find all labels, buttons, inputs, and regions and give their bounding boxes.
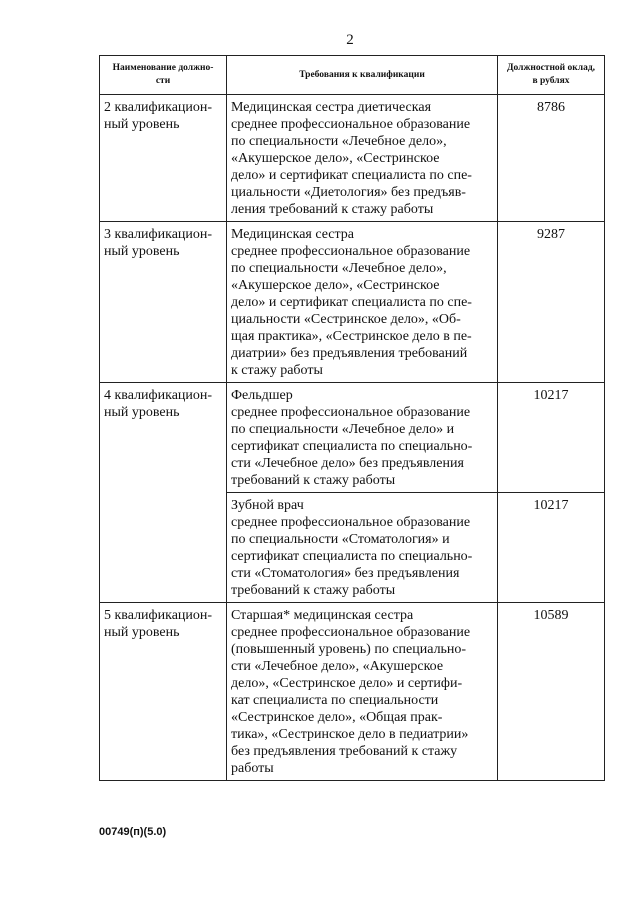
- requirements-cell: [227, 493, 498, 603]
- requirements-text: среднее профессиональное образование (повышенный уровень) по специально- сти «Лечебное дело», «Акушерское дело», «Сестринское дело» и сертифи- кат специалиста по специальности «Сестринское дело», «Общая прак- тика», «Сестринское дело в педиатрии» без предъявления требований к стажу работы: [231, 625, 471, 776]
- requirements-text: среднее профессиональное образование по специальности «Лечебное дело», «Акушерское дело», «Сестринское дело» и сертификат специалиста по спе- циальности «Сестринское дело», «Об- щая практика», «Сестринское дело в пе- диатрии» без предъявления требований к стажу работы: [231, 244, 472, 378]
- requirements-text: среднее профессиональное образование по специальности «Стоматология» и сертификат специалиста по специально- сти «Стоматология» без предъявления требований к стажу работы: [231, 515, 473, 598]
- page-number: 2: [346, 32, 354, 48]
- position-title: Медицинская сестра диетическая: [231, 100, 432, 115]
- requirements-cell: [227, 603, 498, 781]
- salary-value: 10217: [498, 493, 605, 603]
- position-title: Старшая* медицинская сестра: [231, 608, 414, 623]
- table-row: [100, 95, 605, 222]
- position-title: Медицинская сестра: [231, 227, 355, 242]
- header-position: Наименование должно- сти: [100, 56, 227, 95]
- qualification-level: 2 квалификацион- ный уровень: [100, 95, 227, 222]
- salary-value: 10589: [498, 603, 605, 781]
- requirements-cell: [227, 383, 498, 493]
- salary-value: 8786: [498, 95, 605, 222]
- qualification-table: [99, 55, 605, 781]
- qualification-level: 3 квалификацион- ный уровень: [100, 222, 227, 383]
- qualification-level: 4 квалификацион- ный уровень: [100, 383, 227, 603]
- table-row: [100, 222, 605, 383]
- salary-value: 10217: [498, 383, 605, 493]
- requirements-text: среднее профессиональное образование по специальности «Лечебное дело», «Акушерское дело», «Сестринское дело» и сертификат специалиста по спе- циальности «Диетология» без предъяв- ления требований к стажу работы: [231, 117, 472, 217]
- salary-value: 9287: [498, 222, 605, 383]
- table-header-row: [100, 56, 605, 95]
- requirements-text: среднее профессиональное образование по специальности «Лечебное дело» и сертификат специалиста по специально- сти «Лечебное дело» без предъявления требований к стажу работы: [231, 405, 473, 488]
- table-row: [100, 603, 605, 781]
- qualification-level: 5 квалификацион- ный уровень: [100, 603, 227, 781]
- header-salary: Должностной оклад, в рублях: [498, 56, 605, 95]
- requirements-cell: [227, 95, 498, 222]
- table-row: [100, 383, 605, 493]
- header-requirements: Требования к квалификации: [227, 56, 498, 95]
- position-title: Фельдшер: [231, 388, 293, 403]
- requirements-cell: [227, 222, 498, 383]
- position-title: Зубной врач: [231, 498, 304, 513]
- document-code: 00749(п)(5.0): [99, 826, 167, 838]
